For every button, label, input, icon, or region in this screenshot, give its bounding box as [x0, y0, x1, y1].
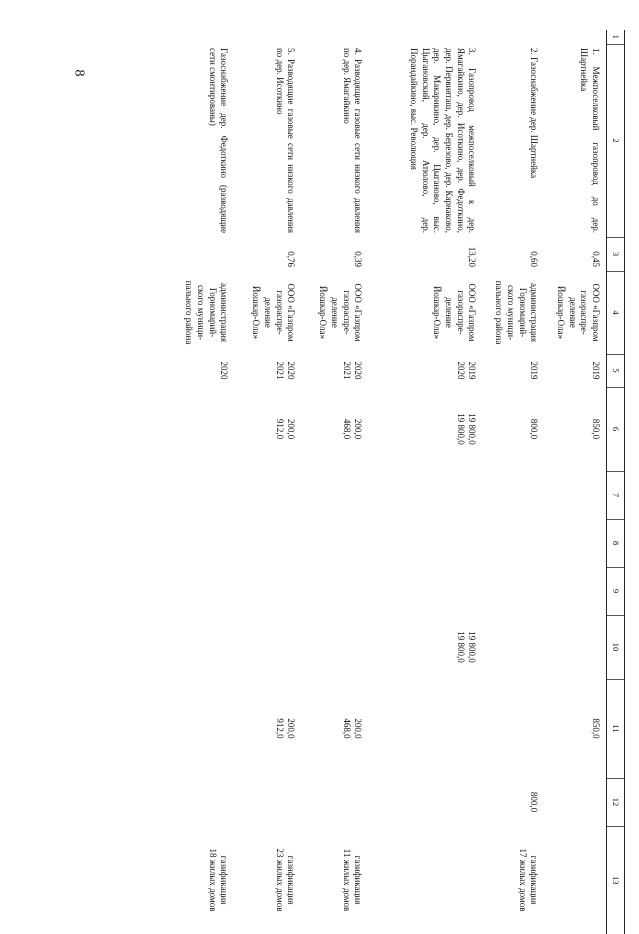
cell-line: 850,0: [591, 418, 601, 440]
cell-total: [545, 387, 607, 471]
cell-col11: [235, 679, 302, 778]
cell-line: 468,0: [341, 718, 352, 739]
cell-col10: [169, 615, 235, 679]
cell-line: газификация: [353, 855, 364, 905]
cell-col10: [235, 615, 302, 679]
cell-line: газораспре-: [274, 290, 285, 335]
table-row: [302, 30, 369, 934]
cell-empty: [545, 471, 607, 519]
cell-empty: [235, 471, 302, 519]
cell-col12: [302, 778, 369, 826]
cell-empty: [545, 519, 607, 567]
cell-line: Йошкар-Ола»: [432, 285, 443, 340]
cell-line: 800,0: [529, 791, 540, 813]
cell-col11: [545, 679, 607, 778]
cell-line: Йошкар-Ола»: [318, 285, 329, 340]
cell-result: [169, 826, 235, 934]
cell-col12: [235, 778, 302, 826]
cell-empty: [545, 567, 607, 615]
cell-result: [302, 826, 369, 934]
cell-col12: [483, 778, 545, 826]
cell-line: 19 800,0: [467, 631, 478, 663]
cell-line: ООО «Газпром: [353, 283, 364, 342]
cell-line: 912,0: [274, 418, 285, 440]
cell-line: 912,0: [274, 718, 285, 739]
cell-line: администрация: [219, 282, 230, 343]
cell-line: 2021: [341, 361, 352, 380]
cell-years: [545, 354, 607, 387]
cell-years: [369, 354, 483, 387]
col-header: 10: [607, 615, 625, 679]
cell-total: [302, 387, 369, 471]
cell-executor: [302, 271, 369, 354]
cell-object-name: 4. Разводящие газовые сети низкого давления по дер. Ямагайкино: [341, 48, 364, 233]
cell-line: газификация: [219, 855, 230, 905]
cell-col11: [369, 679, 483, 778]
cell-empty: [483, 471, 545, 519]
cell-length: 0,76: [286, 251, 297, 267]
cell-object-name: 3. Газопровод межпоселковый к дер. Ямагайкино, дер. Исоткино, дер. Федоткино, дер. Первияташ, дер. Березово, дер. Карнаково, дер. Макарикино, дер. Цыганово, выс. Цыгановский, дер. Атюлово, дер. Порандайкино, выс. Революция: [409, 48, 478, 233]
cell-empty: [369, 567, 483, 615]
col-header: 11: [607, 679, 625, 778]
cell-line: 2021: [274, 361, 285, 380]
cell-length: 13,20: [467, 246, 478, 267]
cell-index: [235, 30, 302, 44]
cell-length: 0,45: [591, 251, 601, 267]
table-row: [169, 30, 235, 934]
cell-total: [369, 387, 483, 471]
cell-empty: [369, 471, 483, 519]
cell-object-name: Газоснабжение дер. Федоткино (разводящие сети смонтированы): [207, 48, 230, 233]
cell-line: ООО «Газпром: [467, 283, 478, 342]
cell-line: газораспре-: [455, 290, 466, 335]
cell-empty: [235, 519, 302, 567]
cell-length: [169, 237, 235, 271]
cell-line: 468,0: [341, 418, 352, 440]
cell-line: 18 жилых домов: [207, 848, 218, 912]
cell-line: деление: [330, 297, 341, 328]
cell-line: газификация: [529, 855, 540, 905]
header-row: [607, 30, 625, 934]
cell-line: администрация: [529, 282, 540, 343]
cell-line: 19 800,0: [467, 413, 478, 445]
col-header: 8: [607, 519, 625, 567]
cell-years: [169, 354, 235, 387]
table-row: [369, 30, 483, 934]
table-row: [235, 30, 302, 934]
cell-col12: [369, 778, 483, 826]
table-row: [545, 30, 607, 934]
cell-col10: [545, 615, 607, 679]
cell-line: деление: [567, 297, 578, 328]
cell-empty: [169, 519, 235, 567]
cell-line: 200,0: [353, 418, 364, 440]
cell-line: газораспре-: [341, 290, 352, 335]
cell-line: 17 жилых домов: [517, 848, 528, 912]
cell-empty: [302, 567, 369, 615]
cell-col11: [483, 679, 545, 778]
cell-empty: [483, 519, 545, 567]
cell-line: 19 800,0: [455, 413, 466, 445]
cell-line: Горномарий-: [207, 287, 218, 338]
cell-empty: [169, 567, 235, 615]
cell-executor: [169, 271, 235, 354]
cell-index: [302, 30, 369, 44]
cell-empty: [369, 519, 483, 567]
col-header: 3: [607, 237, 625, 271]
cell-col12: [169, 778, 235, 826]
cell-total: [483, 387, 545, 471]
cell-line: 2020: [286, 361, 297, 380]
cell-line: 200,0: [286, 718, 297, 739]
table-row: [483, 30, 545, 934]
cell-line: 2020: [455, 361, 466, 380]
cell-line: ского муници-: [506, 284, 517, 341]
cell-empty: [169, 471, 235, 519]
cell-result: [369, 826, 483, 934]
cell-object-name: 5. Разводящие газовые сети низкого давления по дер. Исоткино: [274, 48, 297, 233]
cell-object-name: 2. Газоснабжение дер. Шартнейка: [529, 48, 540, 179]
cell-line: ООО «Газпром: [286, 283, 297, 342]
cell-line: Горномарий-: [517, 287, 528, 338]
col-header: 13: [607, 826, 625, 934]
cell-col12: [545, 778, 607, 826]
col-header: 7: [607, 471, 625, 519]
cell-index: [483, 30, 545, 44]
cell-line: 850,0: [591, 718, 601, 739]
cell-executor: [369, 271, 483, 354]
cell-empty: [302, 519, 369, 567]
page-number: 8: [71, 69, 87, 77]
cell-years: [235, 354, 302, 387]
cell-col10: [369, 615, 483, 679]
col-header: 2: [607, 44, 625, 237]
col-header: 6: [607, 387, 625, 471]
cell-line: 2020: [219, 361, 230, 380]
cell-result: [235, 826, 302, 934]
gas-program-table: [169, 30, 626, 934]
cell-empty: [483, 567, 545, 615]
cell-line: газораспре-: [579, 290, 590, 335]
col-header: 5: [607, 354, 625, 387]
col-header: 9: [607, 567, 625, 615]
cell-line: деление: [444, 297, 455, 328]
cell-total: [169, 387, 235, 471]
cell-col10: [483, 615, 545, 679]
col-header: 1: [607, 30, 625, 44]
cell-executor: [235, 271, 302, 354]
cell-line: деление: [263, 297, 274, 328]
cell-empty: [302, 471, 369, 519]
cell-line: пального района: [494, 280, 505, 345]
cell-total: [235, 387, 302, 471]
cell-line: газификация: [286, 855, 297, 905]
cell-line: ООО «Газпром: [591, 283, 601, 342]
cell-col11: [302, 679, 369, 778]
cell-line: 11 жилых домов: [341, 848, 352, 912]
cell-line: пального района: [184, 280, 195, 345]
cell-years: [302, 354, 369, 387]
cell-line: 200,0: [286, 418, 297, 440]
cell-index: [169, 30, 235, 44]
cell-line: 200,0: [353, 718, 364, 739]
cell-executor: [545, 271, 607, 354]
cell-index: [545, 30, 607, 44]
cell-line: 23 жилых домов: [274, 848, 285, 912]
cell-result: [545, 826, 607, 934]
cell-years: [483, 354, 545, 387]
col-header: 12: [607, 778, 625, 826]
cell-line: 2020: [353, 361, 364, 380]
cell-length: 0,60: [529, 251, 540, 267]
cell-executor: [483, 271, 545, 354]
cell-col11: [169, 679, 235, 778]
cell-index: [369, 30, 483, 44]
cell-line: 2019: [467, 361, 478, 380]
cell-line: 800,0: [529, 418, 540, 440]
cell-object-name: 1. Межпоселковый газопровод до дер. Шартнейка: [579, 48, 601, 233]
cell-line: 19 800,0: [455, 631, 466, 663]
cell-line: Йошкар-Ола»: [251, 285, 262, 340]
cell-empty: [235, 567, 302, 615]
cell-result: [483, 826, 545, 934]
cell-line: ского муници-: [196, 284, 207, 341]
cell-line: 2019: [591, 361, 601, 380]
cell-line: 2019: [529, 361, 540, 380]
cell-col10: [302, 615, 369, 679]
cell-length: 0,39: [353, 251, 364, 267]
cell-line: Йошкар-Ола»: [555, 285, 566, 340]
col-header: 4: [607, 271, 625, 354]
